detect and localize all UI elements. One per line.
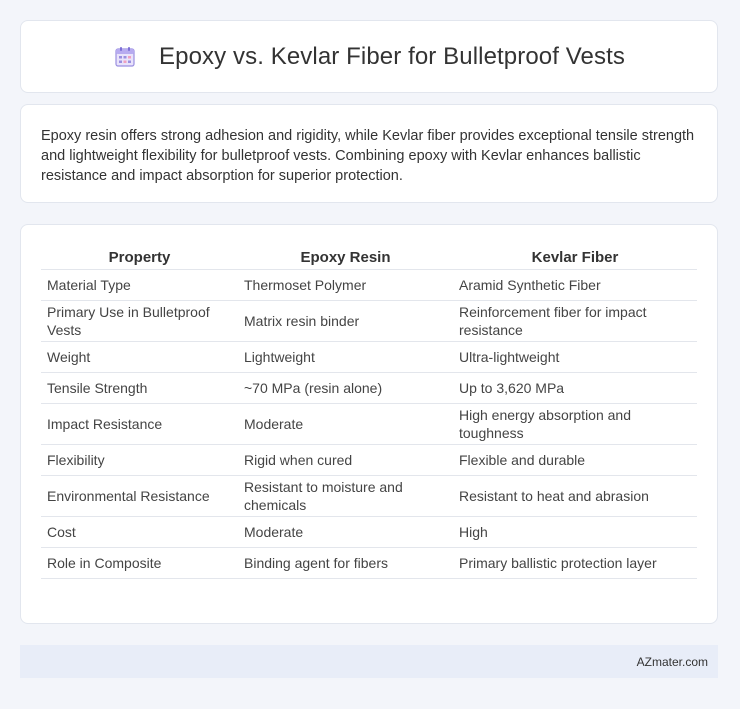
row-epoxy-value: Lightweight xyxy=(238,342,453,373)
intro-paragraph: Epoxy resin offers strong adhesion and rigidity, while Kevlar fiber provides exceptional tensile strength and lightweight flexibility for bulletproof vests. Combining epoxy with Kevlar enhances ballistic resistance and impact absorption for superior protection. xyxy=(41,128,695,184)
row-kevlar-value: Reinforcement fiber for impact resistance xyxy=(453,301,697,342)
row-property: Flexibility xyxy=(41,445,238,476)
row-kevlar-value: Aramid Synthetic Fiber xyxy=(453,270,697,301)
header-property: Property xyxy=(41,245,238,270)
table-row xyxy=(41,517,697,548)
row-kevlar-value: High energy absorption and toughness xyxy=(453,404,697,445)
row-epoxy-value: Rigid when cured xyxy=(238,445,453,476)
row-epoxy-value: Resistant to moisture and chemicals xyxy=(238,476,453,517)
footer-bar xyxy=(20,645,718,678)
table-row xyxy=(41,342,697,373)
row-epoxy-value: ~70 MPa (resin alone) xyxy=(238,373,453,404)
table-row xyxy=(41,404,697,445)
calendar-icon xyxy=(113,45,137,69)
row-kevlar-value: High xyxy=(453,517,697,548)
table-row xyxy=(41,445,697,476)
row-epoxy-value: Matrix resin binder xyxy=(238,301,453,342)
row-property: Material Type xyxy=(41,270,238,301)
comparison-table xyxy=(41,245,697,579)
table-header-row xyxy=(41,245,697,270)
row-property: Impact Resistance xyxy=(41,404,238,445)
row-epoxy-value: Thermoset Polymer xyxy=(238,270,453,301)
title-card xyxy=(20,20,718,93)
row-property: Weight xyxy=(41,342,238,373)
table-row xyxy=(41,301,697,342)
row-property: Cost xyxy=(41,517,238,548)
row-property: Primary Use in Bulletproof Vests xyxy=(41,301,238,342)
row-kevlar-value: Primary ballistic protection layer xyxy=(453,548,697,579)
row-kevlar-value: Ultra-lightweight xyxy=(453,342,697,373)
row-property: Tensile Strength xyxy=(41,373,238,404)
page-title: Epoxy vs. Kevlar Fiber for Bulletproof Vests xyxy=(159,42,625,70)
intro-card xyxy=(20,104,718,203)
row-property: Role in Composite xyxy=(41,548,238,579)
row-epoxy-value: Moderate xyxy=(238,404,453,445)
row-kevlar-value: Flexible and durable xyxy=(453,445,697,476)
table-row xyxy=(41,270,697,301)
table-row xyxy=(41,373,697,404)
row-epoxy-value: Binding agent for fibers xyxy=(238,548,453,579)
row-kevlar-value: Up to 3,620 MPa xyxy=(453,373,697,404)
table-row xyxy=(41,548,697,579)
header-kevlar: Kevlar Fiber xyxy=(453,245,697,270)
row-kevlar-value: Resistant to heat and abrasion xyxy=(453,476,697,517)
comparison-card xyxy=(20,224,718,624)
row-property: Environmental Resistance xyxy=(41,476,238,517)
table-row xyxy=(41,476,697,517)
footer-brand[interactable]: AZmater.com xyxy=(636,654,708,669)
header-epoxy: Epoxy Resin xyxy=(238,245,453,270)
row-epoxy-value: Moderate xyxy=(238,517,453,548)
